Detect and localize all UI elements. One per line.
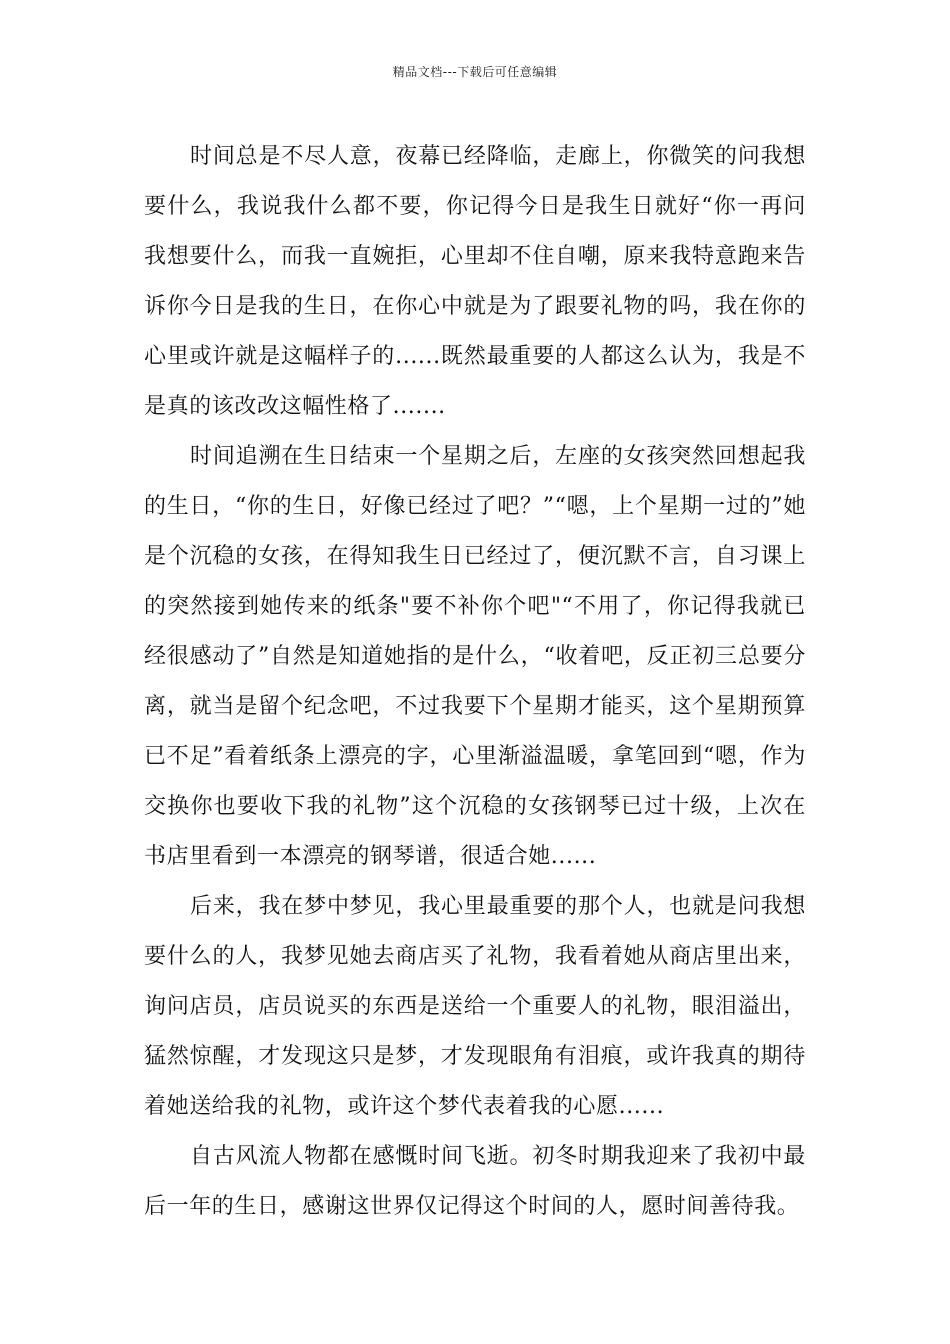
- paragraph-3: 后来，我在梦中梦见，我心里最重要的那个人，也就是问我想要什么的人，我梦见她去商店买了礼物，我看着她从商店里出来，询问店员，店员说买的东西是送给一个重要人的礼物，眼泪溢出，猛然惊醒，才发现这只是梦，才发现眼角有泪痕，或许我真的期待着她送给我的礼物，或许这个梦代表着我的心愿......: [144, 894, 806, 1119]
- paragraph-1: 时间总是不尽人意，夜幕已经降临，走廊上，你微笑的问我想要什么，我说我什么都不要，你记得今日是我生日就好“你一再问我想要什么，而我一直婉拒，心里却不住自嘲，原来我特意跑来告诉你今日是我的生日，在你心中就是为了跟要礼物的吗，我在你的心里或许就是这幅样子的......既然最重要的人都这么认为，我是不是真的该改改这幅性格了.......: [144, 144, 806, 419]
- paragraph-2: 时间追溯在生日结束一个星期之后，左座的女孩突然回想起我的生日，“你的生日，好像已经过了吧？”“嗯，上个星期一过的”她是个沉稳的女孩，在得知我生日已经过了，便沉默不言，自习课上的突然接到她传来的纸条"要不补你个吧"“不用了，你记得我就已经很感动了”自然是知道她指的是什么，“收着吧，反正初三总要分离，就当是留个纪念吧，不过我要下个星期才能买，这个星期预算已不足”看着纸条上漂亮的字，心里渐溢温暖，拿笔回到“嗯，作为交换你也要收下我的礼物”这个沉稳的女孩钢琴已过十级，上次在书店里看到一本漂亮的钢琴谱，很适合她......: [144, 444, 806, 869]
- document-body: [144, 132, 806, 1232]
- page-header: 精品文档---下载后可任意编辑: [392, 65, 558, 79]
- paragraph-4: 自古风流人物都在感慨时间飞逝。初冬时期我迎来了我初中最后一年的生日，感谢这世界仅记得这个时间的人，愿时间善待我。: [144, 1144, 806, 1219]
